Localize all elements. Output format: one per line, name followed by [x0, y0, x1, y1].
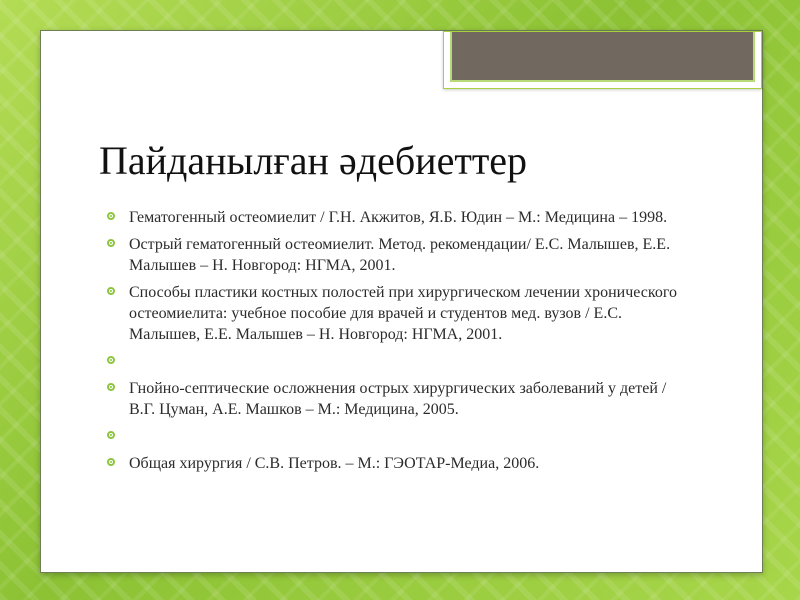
- ring-bullet-icon: [107, 383, 115, 391]
- bullet-item: [107, 378, 682, 420]
- bullet-text: Гематогенный остеомиелит / Г.Н. Акжитов, Я.Б. Юдин – М.: Медицина – 1998.: [129, 209, 668, 226]
- ring-bullet-icon: [107, 356, 115, 364]
- bullet-item-empty: [107, 351, 682, 372]
- bullet-list: [107, 207, 682, 480]
- bullet-text: Острый гематогенный остеомиелит. Метод. рекомендации/ Е.С. Малышев, Е.Е. Малышев – Н. Новгород: НГМА, 2001.: [129, 236, 671, 274]
- ring-bullet-icon: [107, 287, 115, 295]
- bullet-text: Способы пластики костных полостей при хирургическом лечении хронического остеомиелита: учебное пособие для врачей и студентов мед. вузов / Е.С. Малышев, Е.Е. Малышев – Н. Новгород: НГМА, 2001.: [129, 284, 677, 343]
- ring-bullet-icon: [107, 458, 115, 466]
- bullet-item: [107, 207, 682, 228]
- bullet-text: Общая хирургия / С.В. Петров. – М.: ГЭОТАР-Медиа, 2006.: [129, 455, 540, 472]
- ring-bullet-icon: [107, 239, 115, 247]
- ring-bullet-icon: [107, 431, 115, 439]
- decorative-accent-box: [443, 31, 762, 89]
- bullet-item: [107, 234, 682, 276]
- slide-title: Пайданылған әдебиеттер: [99, 138, 528, 183]
- bullet-item: [107, 282, 682, 345]
- bullet-item-empty: [107, 426, 682, 447]
- bullet-text: Гнойно-септические осложнения острых хирургических заболеваний у детей / В.Г. Цуман, А.Е. Машков – М.: Медицина, 2005.: [129, 380, 667, 418]
- accent-box-fill: [450, 32, 755, 82]
- bullet-item: [107, 453, 682, 474]
- ring-bullet-icon: [107, 212, 115, 220]
